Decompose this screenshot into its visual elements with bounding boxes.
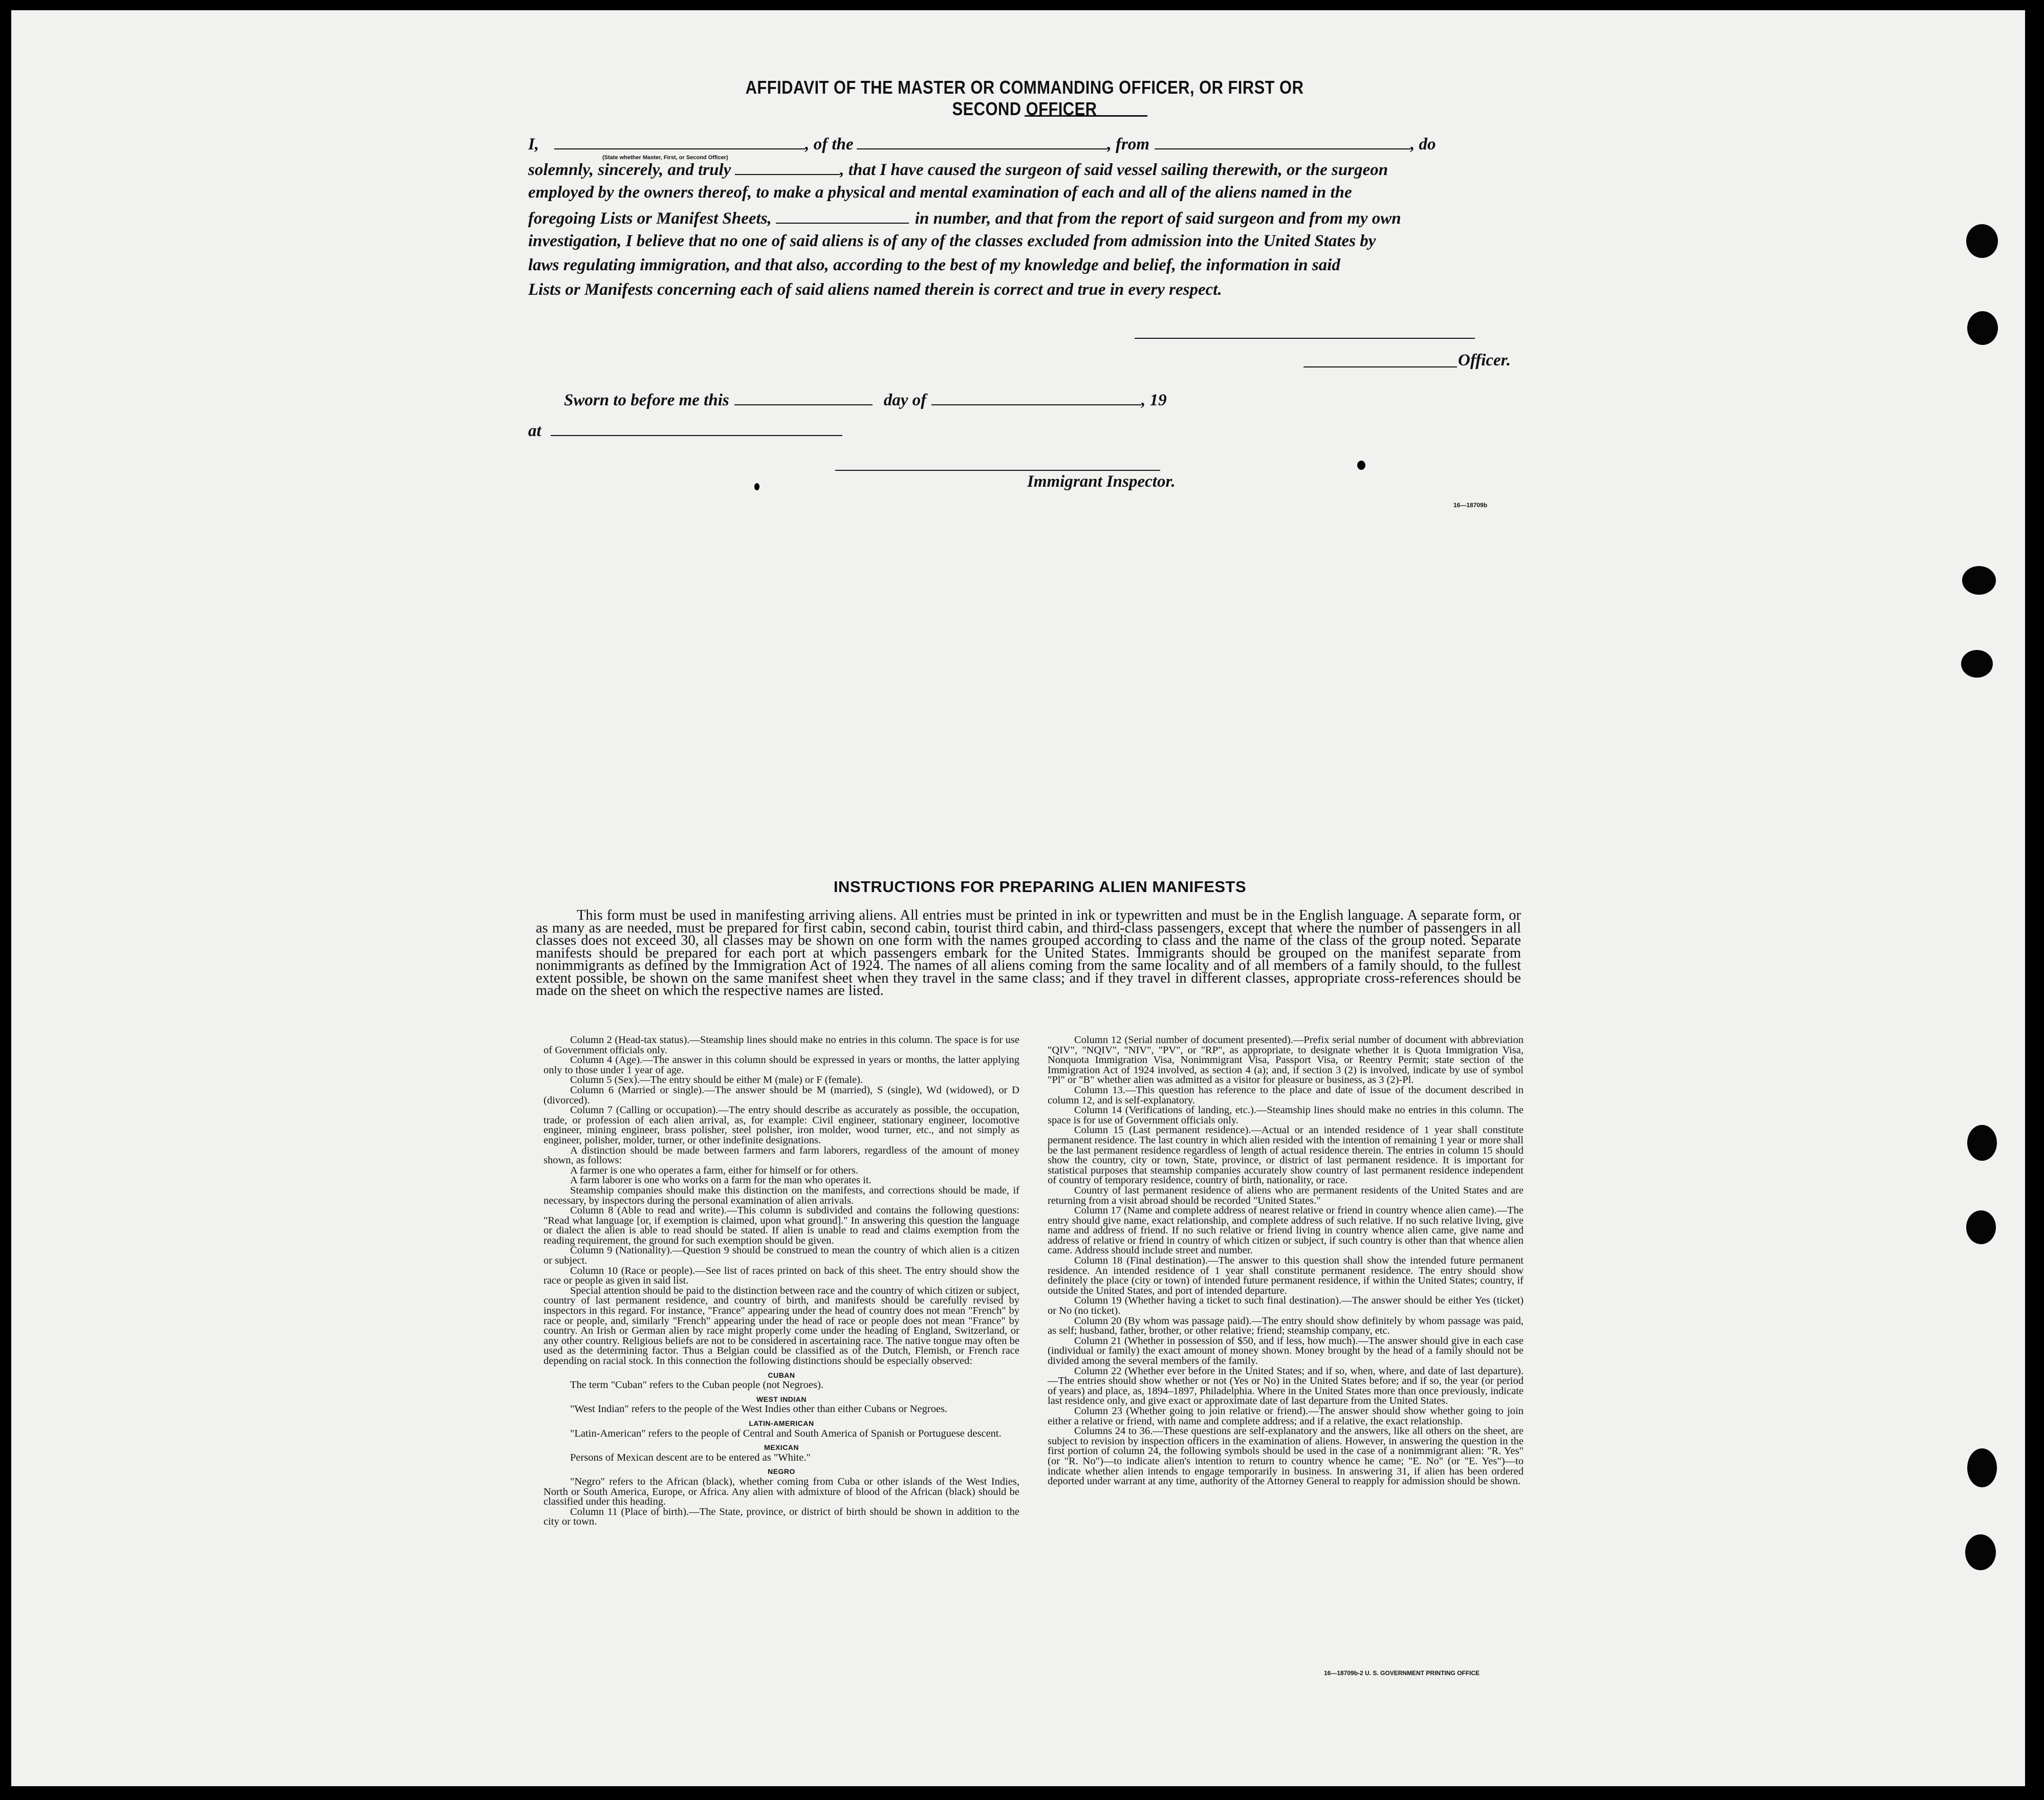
document-page: [11, 10, 2025, 1786]
race-heading-latin-american: LATIN-AMERICAN: [749, 1419, 814, 1427]
text-foregoing: foregoing Lists or Manifest Sheets,: [528, 209, 772, 228]
officer-label: Officer.: [1458, 351, 1511, 370]
text-at: at: [528, 422, 541, 440]
oath-blank: [735, 159, 840, 175]
affidavit-title: AFFIDAVIT OF THE MASTER OR COMMANDING OFFICER, OR FIRST OR SECOND OFFICER: [745, 77, 1304, 119]
affidavit-line-1: [528, 133, 1521, 154]
sheet-count-blank: [776, 207, 909, 224]
text-of-the: , of the: [805, 135, 854, 154]
paragraph: A farmer is one who operates a farm, either for himself or for others.: [570, 1164, 858, 1176]
race-definition-west-indian: "West Indian" refers to the people of the West Indies other than either Cubans or Negroes.: [570, 1403, 948, 1415]
instructions-title: INSTRUCTIONS FOR PREPARING ALIEN MANIFESTS: [833, 878, 1247, 896]
paragraph: Steamship companies should make this distinction on the manifests, and corrections should be made, if necessary, by inspectors during the personal examination of alien arrivals.: [543, 1184, 1019, 1206]
paragraph: Column 22 (Whether ever before in the United States; and if so, when, where, and date of last departure).—The entries should show whether or not (Yes or No) in the United States before; and if so, the year (or period of years) and place, as, 1894–1897, Philadelphia. Where in the United States more than once previously, indicate last residence only, and give exact or approximate date of last departure from the United States.: [1048, 1365, 1524, 1407]
paragraph: Column 9 (Nationality).—Question 9 should be construed to mean the country of which alien is a citizen or subject.: [543, 1245, 1019, 1267]
punch-hole: [1961, 650, 1993, 678]
at-line: [528, 420, 1521, 441]
instructions-left-column: [543, 1035, 1019, 1527]
punch-hole: [1965, 1534, 1996, 1570]
text-solemnly: solemnly, sincerely, and truly: [528, 161, 731, 179]
race-definition-mexican: Persons of Mexican descent are to be entered as "White.": [570, 1451, 811, 1463]
ink-speck: [754, 483, 759, 490]
printing-office-footer: 16—18709b-2 U. S. GOVERNMENT PRINTING OFFICE: [1324, 1669, 1480, 1677]
instructions-right-column: [1048, 1035, 1524, 1487]
text-in-number: in number, and that from the report of said surgeon and from my own: [915, 209, 1401, 228]
punch-hole: [1962, 566, 1996, 595]
race-heading-west-indian: WEST INDIAN: [756, 1395, 807, 1403]
affidavit-line-3: employed by the owners thereof, to make a physical and mental examination of each and all of the aliens named in the: [528, 183, 1352, 202]
place-blank: [551, 420, 842, 436]
paragraph: Column 21 (Whether in possession of $50, and if less, how much).—The answer should give in each case (individual or family) the exact amount of money shown. Money brought by the head of a family should not be divided among the several members of the family.: [1048, 1335, 1524, 1367]
affidavit-line-2: [528, 159, 1521, 180]
sworn-month-blank: [931, 389, 1141, 405]
paragraph: Column 13.—This question has reference to the place and date of issue of the document described in column 12, and is self-explanatory.: [1048, 1084, 1524, 1106]
race-definition-latin-american: "Latin-American" refers to the people of Central and South America of Spanish or Portuguese descent.: [570, 1427, 1002, 1439]
instructions-intro: This form must be used in manifesting arriving aliens. All entries must be printed in ink or typewritten and must be in the English language. A separate form, or as many as are needed, must be prepared for first cabin, second cabin, tourist third cabin, and third-class passengers, except that where the number of passengers in all classes does not exceed 30, all classes may be shown on one form with the names grouped according to class and the name of the class of the group noted. Separate manifests should be prepared for each port at which passengers embark for the United States. Immigrants should be grouped on the manifest separate from nonimmigrants as defined by the Immigration Act of 1924. The names of all aliens coming from the same locality and of all members of a family should, to the fullest extent possible, be shown on the same manifest sheet when they travel in the same class; and if they travel in different classes, appropriate cross-references should be made on the sheet on which the respective names are listed.: [536, 907, 1521, 999]
race-heading-negro: NEGRO: [768, 1467, 795, 1476]
paragraph: Column 2 (Head-tax status).—Steamship lines should make no entries in this column. The space is for use of Government officials only.: [543, 1034, 1019, 1056]
race-definition-cuban: The term "Cuban" refers to the Cuban people (not Negroes).: [570, 1379, 823, 1391]
text-surgeon: , that I have caused the surgeon of said vessel sailing therewith, or the surgeon: [840, 161, 1388, 179]
paragraph: Column 17 (Name and complete address of nearest relative or friend in country whence alien came).—The entry should give name, exact relationship, and complete address of such relative. If no such relative living, give name and address of friend. If no such relative or friend living in country whence alien came, give name and address of relative or friend in country of which citizen or subject, if such country is other than that whence alien came. Address should include street and number.: [1048, 1205, 1524, 1256]
ink-speck: [1357, 461, 1365, 470]
text-sworn: Sworn to before me this: [564, 391, 729, 409]
text-from: , from: [1107, 135, 1150, 154]
port-from-blank: [1155, 133, 1410, 149]
inspector-label: Immigrant Inspector.: [1027, 472, 1176, 491]
paragraph: Columns 24 to 36.—These questions are self-explanatory and the answers, like all others on the sheet, are subject to revision by inspection officers in the examination of aliens. However, in answering the question in the first portion of column 24, the following symbols should be used in the case of a nonimmigrant alien: "R. Yes" (or "R. No")—to indicate alien's intention to return to country whence he came; "E. No" (or "E. Yes")—to indicate whether alien intends to engage temporarily in business. In answering 31, if alien has been ordered deported under warrant at any time, authority of the Attorney General to reapply for admission should be shown.: [1048, 1425, 1524, 1487]
race-heading-mexican: MEXICAN: [764, 1443, 799, 1452]
paragraph: A farm laborer is one who works on a farm for the man who operates it.: [570, 1175, 872, 1186]
paragraph: Column 8 (Able to read and write).—This column is subdivided and contains the following questions: "Read what language [or, if exemption is claimed, upon what ground]." In answering this question the language or dialect the alien is able to read should be stated. If alien is unable to read and claims exemption from the reading requirement, the ground for such exemption should be given.: [543, 1205, 1019, 1246]
officer-rank-blank: [554, 133, 805, 149]
paragraph: Column 20 (By whom was passage paid).—The entry should show definitely by whom passage was paid, as self; husband, father, brother, or other relative; friend; steamship company, etc.: [1048, 1315, 1524, 1337]
paragraph: Column 18 (Final destination).—The answer to this question shall show the intended future permanent residence. An intended residence of 1 year shall constitute permanent residence. The entry should show definitely the place (city or town) of intended future permanent residence, if within the United States; country, if outside the United States, and port of intended departure.: [1048, 1255, 1524, 1296]
paragraph: Column 4 (Age).—The answer in this column should be expressed in years or months, the latter applying only to those under 1 year of age.: [543, 1054, 1019, 1076]
paragraph: Column 5 (Sex).—The entry should be either M (male) or F (female).: [570, 1074, 863, 1086]
vessel-name-blank: [857, 133, 1107, 149]
paragraph: Column 14 (Verifications of landing, etc.).—Steamship lines should make no entries in this column. The space is for use of Government officials only.: [1048, 1104, 1524, 1126]
paragraph: Special attention should be paid to the distinction between race and the country of which citizen or subject, country of last permanent residence, and country of birth, and manifests should be carefully revised by inspectors in this regard. For instance, "France" appearing under the head of country does not mean "French" by race or people, and, similarly "French" appearing under the head of race or people does not mean "France" by country. An Irish or German alien by race might properly come under the heading of England, Switzerland, or any other country. Religious beliefs are not to be considered in ascertaining race. The native tongue may often be used as the determining factor. Thus a Belgian could be classified as of the Dutch, Flemish, or French race depending on racial stock. In this connection the following distinctions should be especially observed:: [543, 1285, 1019, 1367]
paragraph: Column 15 (Last permanent residence).—Actual or an intended residence of 1 year shall constitute permanent residence. The last country in which alien resided with the intention of remaining 1 year or more shall be the last permanent residence regardless of length of actual residence therein. The entries in column 15 should show the country, city or town, State, province, or district of last permanent residence. It is important for statistical purposes that steamship companies accurately show country of last permanent residence independent of country of temporary residence, country of birth, nationality, or race.: [1048, 1124, 1524, 1186]
affidavit-line-4: [528, 207, 1521, 228]
paragraph: Column 7 (Calling or occupation).—The entry should describe as accurately as possible, the occupation, trade, or profession of each alien arrival, as, for example: Civil engineer, stationary engineer, locomotive engineer, mining engineer, brass polisher, steel polisher, iron molder, wood turner, etc., and not simply as engineer, polisher, molder, turner, or other indefinite designations.: [543, 1104, 1019, 1146]
text-day-of: day of: [883, 391, 927, 409]
affidavit-line-5: investigation, I believe that no one of said aliens is of any of the classes excluded from admission into the United States by: [528, 232, 1376, 250]
officer-rank-note: (State whether Master, First, or Second Officer): [602, 155, 728, 161]
title-rule: [1025, 115, 1147, 117]
punch-hole: [1967, 1448, 1997, 1487]
punch-hole: [1967, 1125, 1997, 1161]
text-year: , 19: [1141, 391, 1167, 409]
text-do: , do: [1410, 135, 1436, 154]
sworn-day-blank: [734, 389, 873, 405]
affidavit-line-6: laws regulating immigration, and that also, according to the best of my knowledge and belief, the information in said: [528, 256, 1340, 274]
officer-rank-signature-line: [1303, 366, 1457, 367]
paragraph: Column 10 (Race or people).—See list of races printed on back of this sheet. The entry should show the race or people as given in said list.: [543, 1265, 1019, 1287]
affidavit-line-7: Lists or Manifests concerning each of said aliens named therein is correct and true in every respect.: [528, 280, 1222, 299]
sworn-line: [564, 389, 1557, 410]
signature-line: [1135, 338, 1475, 339]
paragraph: Country of last permanent residence of aliens who are permanent residents of the United States and are returning from a visit abroad should be recorded "United States.": [1048, 1184, 1524, 1206]
punch-hole: [1966, 1210, 1996, 1244]
paragraph: Column 12 (Serial number of document presented).—Prefix serial number of document with abbreviation "QIV", "NQIV", "NIV", "PV", or "RP", as appropriate, to designate whether it is Quota Immigration Visa, Nonquota Immigration Visa, Nonimmigrant Visa, Passport Visa, or Reentry Permit; state section of the Immigration Act of 1924 involved, as section 4 (a); and, if section 3 (2) is involved, indicate by use of symbol "Pl" or "B" whether alien was admitted as a visitor for pleasure or business, as 3 (2)-Pl.: [1048, 1034, 1524, 1086]
race-heading-cuban: CUBAN: [768, 1371, 795, 1379]
inspector-signature-line: [835, 470, 1160, 471]
paragraph: Column 11 (Place of birth).—The State, province, or district of birth should be shown in addition to the city or town.: [543, 1506, 1019, 1528]
race-definition-negro: "Negro" refers to the African (black), whether coming from Cuba or other islands of the West Indies, North or South America, Europe, or Africa. Any alien with admixture of blood of the African (black) should be classified under this heading.: [543, 1476, 1019, 1508]
paragraph: Column 23 (Whether going to join relative or friend).—The answer should show whether going to join either a relative or friend, with name and complete address; and if a relative, the exact relationship.: [1048, 1405, 1524, 1427]
punch-hole: [1966, 224, 1998, 258]
paragraph: Column 19 (Whether having a ticket to such final destination).—The answer should be either Yes (ticket) or No (no ticket).: [1048, 1295, 1524, 1317]
form-code: 16—18709b: [1453, 502, 1488, 509]
text-i: I,: [528, 135, 539, 154]
paragraph: Column 6 (Married or single).—The answer should be M (married), S (single), Wd (widowed), or D (divorced).: [543, 1084, 1019, 1106]
paragraph: A distinction should be made between farmers and farm laborers, regardless of the amount of money shown, as follows:: [543, 1144, 1019, 1166]
punch-hole: [1967, 311, 1998, 345]
